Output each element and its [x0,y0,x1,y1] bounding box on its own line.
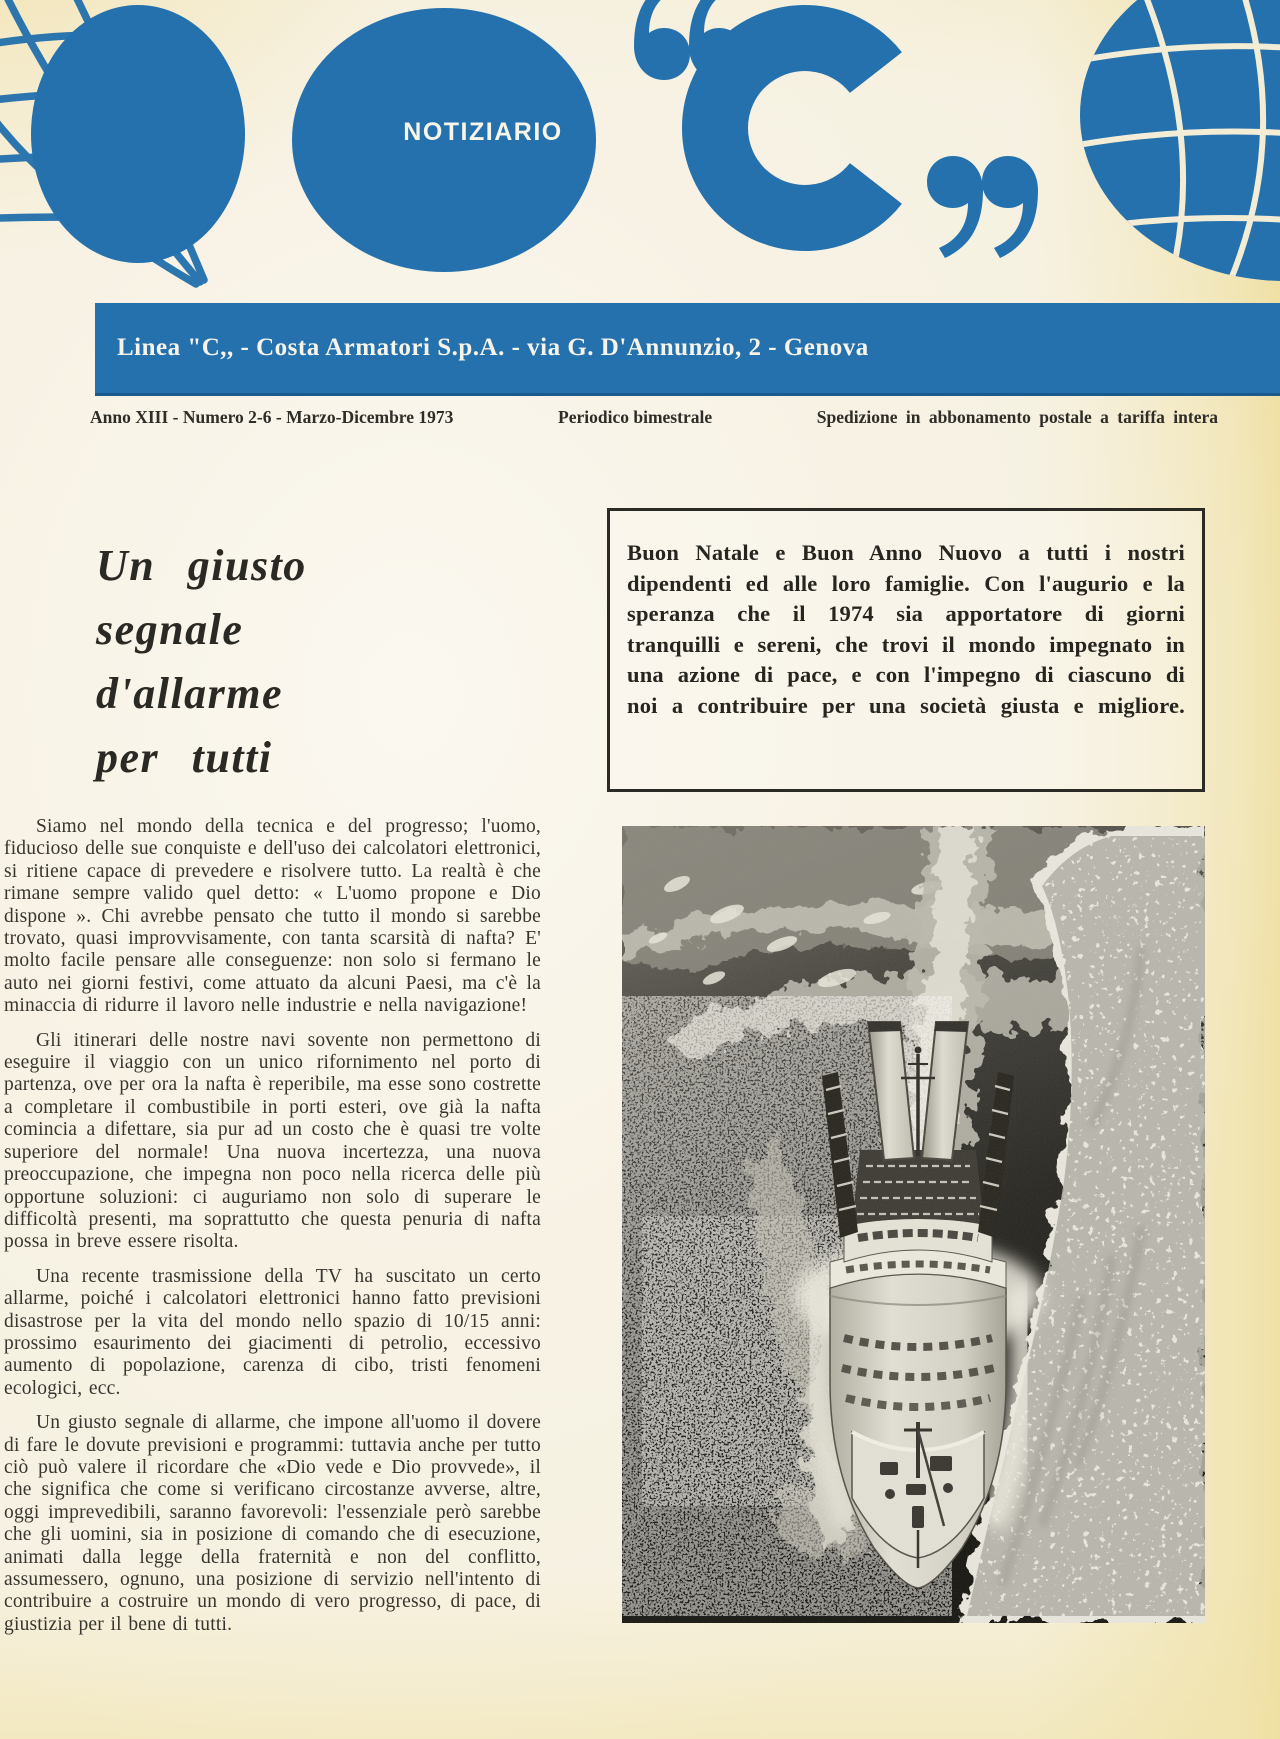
address-bar [95,303,1280,396]
notiziario-label: NOTIZIARIO [403,118,563,146]
issue-info-row [90,407,1218,428]
article-paragraph: Siamo nel mondo della tecnica e del progresso; l'uomo, fiducioso delle sue conquiste e dell'uso dei calcolatori elettronici, si ritiene capace di prevedere e risolvere tutto. La realtà è che rimane sempre valido quel detto: « L'uomo propone e Dio dispone ». Chi avrebbe pensato che tutto il mondo si sarebbe trovato, quasi improvvisamente, con tanta scarsità di nafta? E' molto facile pensare alle conseguenze: non solo si fermano le auto nei giorni festivi, come attuato da alcuni Paesi, ma c'è la minaccia di ridurre il lavoro nelle industrie e nella navigazione! [4,816,541,1017]
globe-right-icon [1078,0,1280,300]
article-title-line: d'allarme [96,669,284,718]
issue-number: Anno XIII - Numero 2-6 - Marzo-Dicembre 1973 [90,407,454,427]
postal-notice: Spedizione in abbonamento postale a tariffa intera [816,407,1218,427]
right-column [607,508,1205,1623]
article-column [4,534,541,1648]
article-paragraph: Un giusto segnale di allarme, che impone all'uomo il dovere di fare le dovute previsioni e programmi: tuttavia anche per tutto ciò può valere il ricordare che «Dio vede e Dio provvede», il che significa che come si verificano circostanze avverse, altre, oggi imprevedibili, saranno favorevoli: l'essenziale però sarebbe che gli uomini, sia in posizione di comando che di esecuzione, animati dalla legge della fraternità e non del conflitto, assumessero, ognuno, una posizione di servizio nell'intento di contribuire a costruire un mondo di vero progresso, di pace, di giustizia per il bene di tutti. [4,1412,541,1635]
greeting-text: Buon Natale e Buon Anno Nuovo a tutti i nostri dipendenti ed alle loro famiglie. Con l'augurio e la speranza che il 1974 sia apportatore di giorni tranquilli e sereni, che trovi il mondo impegnato in una azione di pace, e con l'impegno di ciascuno di noi a contribuire per una società giusta e migliore. [627,540,1185,718]
greeting-box [607,508,1205,792]
address-text: Linea "C,, - Costa Armatori S.p.A. - via G. D'Annunzio, 2 - Genova [117,334,869,361]
article-title-line: segnale [96,605,244,654]
logo-disc-1 [31,5,245,263]
article-title-line: per tutti [96,733,273,782]
periodicity: Periodico bimestrale [558,407,713,427]
article-paragraph: Gli itinerari delle nostre navi sovente non permettono di eseguire il viaggio con un unico rifornimento nel porto di partenza, ove per ora la nafta è reperibile, ma esse sono costrette a completare il combustibile in porti esteri, ove già la nafta comincia a difettare, sia pur ad un costo che è quasi tre volte superiore del normale! Una nuova incertezza, una nuova preoccupazione, che impegna non poco nella ricerca delle più opportune soluzioni: ci auguriamo non solo di superare le difficoltà presenti, ma soprattutto che questa penuria di nafta possa in breve essere risolta. [4,1029,541,1253]
article-title-line: Un giusto [96,541,307,590]
article-title [96,534,541,790]
ship-photo [622,826,1205,1623]
linea-c-logo [0,0,1280,302]
article-paragraph: Una recente trasmissione della TV ha suscitato un certo allarme, poiché i calcolatori elettronici hanno fatto previsioni disastrose per la vita del mondo nello spazio di 10/15 anni: prossimo esaurimento dei giacimenti di petrolio, eccessivo aumento di popolazione, carenza di cibo, tristi fenomeni ecologici, ecc. [4,1265,541,1399]
masthead [0,0,1280,302]
